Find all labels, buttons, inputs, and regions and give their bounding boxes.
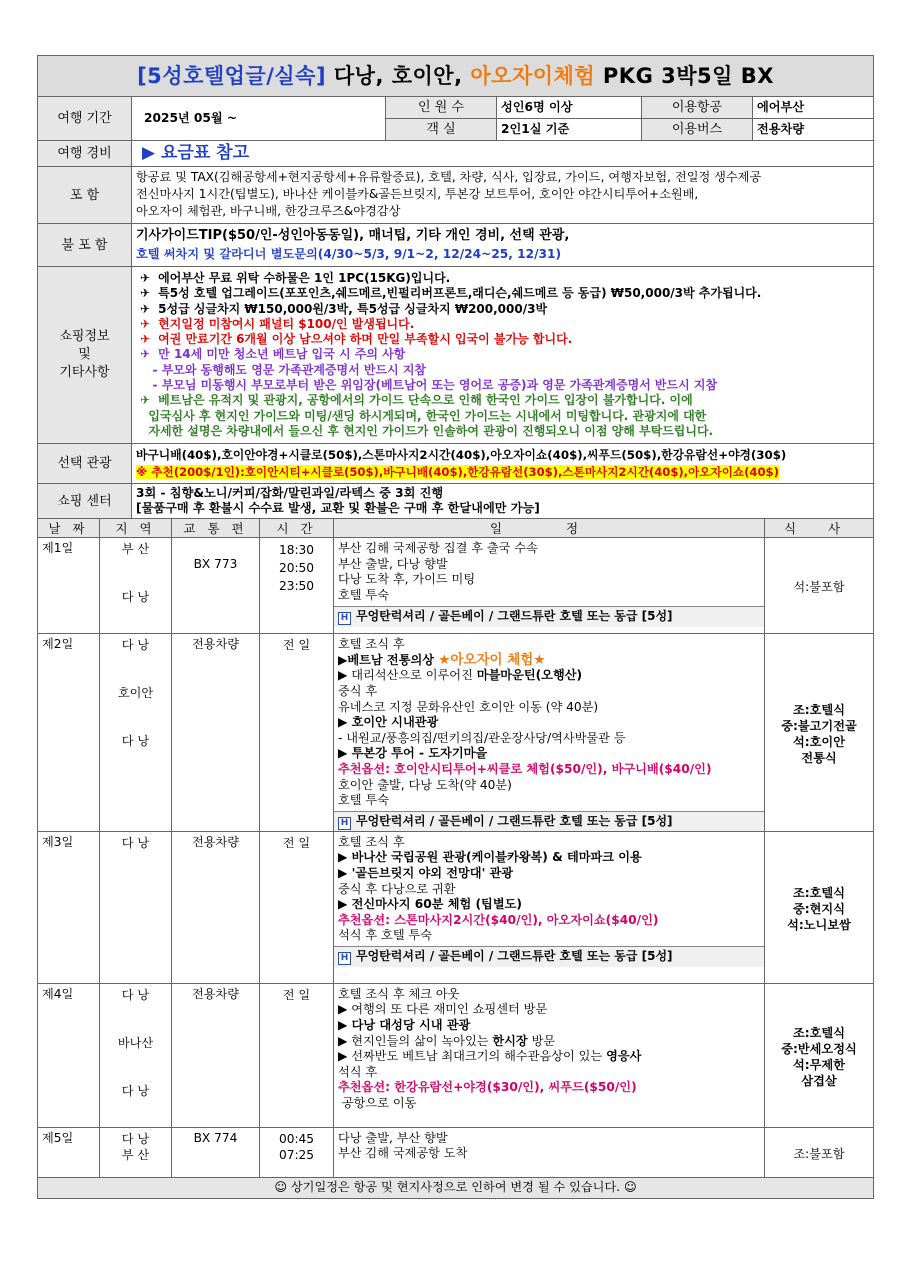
itinerary-line: ▶ '골든브릿지 야외 전망대' 관광 bbox=[338, 865, 514, 880]
day-row bbox=[38, 1127, 874, 1177]
day-label: 제4일 bbox=[38, 983, 100, 1127]
room-label: 객 실 bbox=[386, 119, 497, 141]
region: 다 낭 bbox=[121, 835, 150, 850]
day-row bbox=[38, 538, 874, 634]
region bbox=[104, 1059, 167, 1083]
shop-center-content: 3회 - 침향&노니/커피/잡화/말린과일/라텍스 중 3회 진행 [물품구매 후 환불시 수수료 발생, 교환 및 환불은 구매 후 한달내에만 가능] bbox=[132, 484, 874, 519]
airplane-icon: ✈ bbox=[140, 332, 151, 347]
notice-item: ✈ 만 14세 미만 청소년 베트남 입국 시 주의 사항 bbox=[140, 347, 406, 362]
itinerary-line: ▶ 선짜반도 베트남 최대크기의 해수관음상이 있는 영응사 bbox=[338, 1049, 642, 1064]
time: 전 일 bbox=[282, 835, 311, 850]
time: 전 일 bbox=[282, 987, 311, 1002]
schedule-header: 날 짜 지 역 교 통 편 시 간 일 정 식 사 bbox=[38, 519, 874, 538]
itinerary-line: ▶ 호이안 시내관광 bbox=[338, 715, 439, 730]
airplane-icon: ✈ bbox=[140, 301, 151, 316]
day-label: 제1일 bbox=[38, 538, 100, 634]
include-line: 아오자이 체험관, 바구니배, 한강크루즈&야경감상 bbox=[136, 204, 401, 218]
include-content bbox=[132, 167, 874, 224]
itinerary-line: 부산 출발, 다낭 향발 bbox=[338, 556, 448, 571]
itinerary-line: 호텔 조식 후 bbox=[338, 834, 405, 849]
itinerary-line: 추천옵션: 한강유람선+야경($30/인), 씨푸드($50/인) bbox=[338, 1080, 637, 1095]
itinerary-line: 공항으로 이동 bbox=[338, 1095, 417, 1110]
time: 18:30 bbox=[278, 543, 315, 558]
schedule-table bbox=[37, 518, 874, 1199]
itinerary-line: 석식 후 bbox=[338, 1064, 378, 1079]
meal-cell bbox=[765, 983, 874, 1127]
notice-item: 자세한 설명은 차량내에서 들으신 후 현지인 가이드가 인솔하여 관광이 진행되오니 이점 양해 부탁드립니다. bbox=[140, 423, 714, 438]
region-cell bbox=[100, 634, 172, 832]
meal: 중:반세오정식 bbox=[781, 1041, 857, 1056]
region: 부 산 bbox=[121, 1147, 150, 1162]
pax-value: 성인6명 이상 bbox=[497, 97, 642, 119]
itinerary-line: ▶ 전신마사지 60분 체험 (팁별도) bbox=[338, 897, 522, 912]
day-label: 제2일 bbox=[38, 634, 100, 832]
options-recommend: ※ 추천(200$/1인):호이안시티+시클로(50$),바구니배(40$),한강유람선(30$),스톤마사지2시간(40$),아오자이쇼(40$) bbox=[136, 465, 779, 480]
itinerary-line: ▶ 현지인들의 삶이 녹아있는 한시장 방문 bbox=[338, 1033, 556, 1048]
notice-item: 입국심사 후 현지인 가이드와 미팅/샌딩 하시게되며, 한국인 가이드는 시내에서 미팅합니다. 관광지에 대한 bbox=[140, 408, 707, 423]
itinerary-line: 부산 김해 국제공항 도착 bbox=[338, 1146, 468, 1161]
hotel-info: H 무엉탄럭셔리 / 골든베이 / 그랜드튜란 호텔 또는 동급 [5성] bbox=[334, 811, 764, 832]
time-cell bbox=[260, 634, 334, 832]
meal: 석:불포함 bbox=[793, 580, 845, 595]
shopping-info-label: 쇼핑정보 및 기타사항 bbox=[38, 267, 132, 444]
region bbox=[104, 1011, 167, 1035]
itinerary-line: 호이안 출발, 다낭 도착(약 40분) bbox=[338, 777, 512, 792]
day-row bbox=[38, 983, 874, 1127]
hotel-info: H 무엉탄럭셔리 / 골든베이 / 그랜드튜란 호텔 또는 동급 [5성] bbox=[334, 606, 764, 627]
notice-item: ✈ 에어부산 무료 위탁 수하물은 1인 1PC(15KG)입니다. bbox=[140, 271, 451, 285]
meal: 석:무제한 bbox=[793, 1057, 845, 1072]
meal-cell bbox=[765, 1127, 874, 1177]
day-label: 제3일 bbox=[38, 831, 100, 983]
bus-label: 이용버스 bbox=[642, 119, 753, 141]
itinerary-line: ▶ 여행의 또 다른 재미인 쇼핑센터 방문 bbox=[338, 1002, 548, 1017]
region: 다 낭 bbox=[121, 590, 150, 605]
itinerary-line: - 내원교/풍흥의집/떤키의집/관운장사당/역사박물관 등 bbox=[338, 730, 626, 745]
time-cell bbox=[260, 1127, 334, 1177]
meal: 석:호이안 bbox=[793, 735, 845, 750]
meal: 중:현지식 bbox=[793, 901, 845, 916]
options-content bbox=[132, 444, 874, 484]
itinerary-line: 추천옵션: 호이안시티투어+씨클로 체험($50/인), 바구니배($40/인) bbox=[338, 762, 712, 777]
region: 호이안 bbox=[117, 686, 154, 701]
hotel-info: H 무엉탄럭셔리 / 골든베이 / 그랜드튜란 호텔 또는 동급 [5성] bbox=[334, 946, 764, 967]
itinerary-line: 호텔 투숙 bbox=[338, 588, 389, 603]
notice-item: ✈ 베트남은 유적지 및 관광지, 공항에서의 가이드 단속으로 인해 한국인 가이드 입장이 불가합니다. 이에 bbox=[140, 393, 693, 408]
region bbox=[104, 565, 167, 589]
region-cell bbox=[100, 538, 172, 634]
airplane-icon: ✈ bbox=[140, 393, 151, 408]
exclude-line1: 기사가이드TIP($50/인-성인아동동일), 매너팁, 기타 개인 경비, 선택 관광, bbox=[136, 228, 570, 243]
airplane-icon: ✈ bbox=[140, 347, 151, 362]
transport-cell: 전용차량 bbox=[172, 634, 260, 832]
region: 다 낭 bbox=[121, 638, 150, 653]
time: 전 일 bbox=[282, 638, 311, 653]
airline-label: 이용항공 bbox=[642, 97, 753, 119]
hotel-icon: H bbox=[338, 817, 351, 830]
itinerary-line: 다낭 출발, 부산 향발 bbox=[338, 1130, 448, 1145]
hotel-icon: H bbox=[338, 612, 351, 625]
time: 00:45 bbox=[278, 1131, 315, 1146]
meal: 중:불고기전골 bbox=[781, 719, 857, 734]
options-label: 선택 관광 bbox=[38, 444, 132, 484]
time-cell bbox=[260, 831, 334, 983]
itinerary-document bbox=[37, 55, 873, 1199]
notice-item: ✈ 여권 만료기간 6개월 이상 남으셔야 하며 만일 부족할시 입국이 불가능 합니다. bbox=[140, 332, 573, 347]
include-line: 전신마사지 1시간(팁별도), 바나산 케이블카&골든브릿지, 투본강 보트투어, 호이안 야간시티투어+소원배, bbox=[136, 187, 699, 201]
cost-label: 여행 경비 bbox=[38, 141, 132, 167]
transport-cell: 전용차량 bbox=[172, 983, 260, 1127]
airplane-icon: ✈ bbox=[140, 286, 151, 301]
exclude-content bbox=[132, 224, 874, 267]
time: 07:25 bbox=[278, 1147, 315, 1162]
itinerary-cell bbox=[334, 983, 765, 1127]
itinerary-line: 호텔 조식 후 체크 아웃 bbox=[338, 986, 460, 1001]
itinerary-line: 호텔 투숙 bbox=[338, 793, 389, 808]
itinerary-cell bbox=[334, 831, 765, 983]
shop-center-label: 쇼핑 센터 bbox=[38, 484, 132, 519]
exclude-label: 불 포 함 bbox=[38, 224, 132, 267]
transport-cell: BX 773 bbox=[172, 538, 260, 634]
notice-list bbox=[140, 271, 869, 439]
region: 다 낭 bbox=[121, 734, 150, 749]
meal-cell bbox=[765, 538, 874, 634]
itinerary-line: ▶ 대리석산으로 이루어진 마블마운틴(오행산) bbox=[338, 668, 583, 683]
notice-item: ✈ 현지일정 미참여시 패널티 $100/인 발생됩니다. bbox=[140, 316, 415, 331]
transport-cell: BX 774 bbox=[172, 1127, 260, 1177]
time-cell bbox=[260, 983, 334, 1127]
airplane-icon: ✈ bbox=[140, 271, 151, 285]
pax-label: 인 원 수 bbox=[386, 97, 497, 119]
day-label: 제5일 bbox=[38, 1127, 100, 1177]
itinerary-line: ▶ 다낭 대성당 시내 관광 bbox=[338, 1017, 471, 1032]
day-row bbox=[38, 634, 874, 832]
itinerary-line: 다낭 도착 후, 가이드 미팅 bbox=[338, 572, 476, 587]
itinerary-cell bbox=[334, 1127, 765, 1177]
meal-cell bbox=[765, 831, 874, 983]
region: 다 낭 bbox=[121, 1131, 150, 1146]
options-line1: 바구니배(40$),호이안야경+시클로(50$),스톤마사지2시간(40$),아오자이쇼(40$),씨푸드(50$),한강유람선+야경(30$) bbox=[136, 448, 787, 463]
document-title: [5성호텔업글/실속] 다낭, 호이안, 아오자이체험 PKG 3박5일 BX bbox=[38, 56, 874, 97]
include-label: 포 함 bbox=[38, 167, 132, 224]
notice-item: - 부모와 동행해도 영문 가족관계증명서 반드시 지참 bbox=[140, 362, 427, 377]
itinerary-line: ▶베트남 전통의상 ★아오자이 체험★ bbox=[338, 651, 546, 668]
room-value: 2인1실 기준 bbox=[497, 119, 642, 141]
region: 바나산 bbox=[117, 1035, 154, 1050]
meal: 석:노니보쌈 bbox=[787, 917, 851, 932]
region-cell bbox=[100, 983, 172, 1127]
itinerary-cell bbox=[334, 634, 765, 832]
itinerary-line: ▶ 바나산 국립공원 관광(케이블카왕복) & 테마파크 이용 bbox=[338, 850, 642, 865]
airplane-icon: ✈ bbox=[140, 316, 151, 331]
info-table bbox=[37, 55, 874, 519]
notice-item: - 부모님 미동행시 부모로부터 받은 위임장(베트남어 또는 영어로 공증)과 영문 가족관계증명서 반드시 지참 bbox=[140, 378, 718, 393]
meal: 전통식 bbox=[801, 751, 837, 766]
footer-note: ☺ 상기일정은 항공 및 현지사정으로 인하여 변경 될 수 있습니다. ☺ bbox=[38, 1177, 874, 1198]
meal: 조:호텔식 bbox=[793, 885, 845, 900]
meal: 조:호텔식 bbox=[793, 1025, 845, 1040]
region: 다 낭 bbox=[121, 1083, 150, 1098]
meal: 삼겹살 bbox=[801, 1073, 837, 1088]
itinerary-line: 중식 후 bbox=[338, 684, 378, 699]
schedule-body bbox=[38, 538, 874, 1178]
time: 23:50 bbox=[278, 579, 315, 594]
transport-cell: 전용차량 bbox=[172, 831, 260, 983]
meal-cell bbox=[765, 634, 874, 832]
cost-value: ▶ 요금표 참고 bbox=[132, 141, 874, 167]
itinerary-line: 부산 김해 국제공항 집결 후 출국 수속 bbox=[338, 541, 538, 556]
notice-item: ✈ 특5성 호텔 업그레이드(포포인츠,쉐드메르,빈펄리버프론트,래디슨,쉐드메르 등 동급) ₩50,000/3박 추가됩니다. bbox=[140, 286, 762, 301]
day-row bbox=[38, 831, 874, 983]
hotel-icon: H bbox=[338, 952, 351, 965]
itinerary-line: 호텔 조식 후 bbox=[338, 637, 405, 652]
include-line: 항공료 및 TAX(김해공항세+현지공항세+유류할증료), 호텔, 차량, 식사, 입장료, 가이드, 여행자보험, 전일정 생수제공 bbox=[136, 170, 762, 184]
region: 부 산 bbox=[121, 542, 150, 557]
airline-value: 에어부산 bbox=[753, 97, 874, 119]
time: 20:50 bbox=[278, 561, 315, 576]
region-cell bbox=[100, 1127, 172, 1177]
region-cell bbox=[100, 831, 172, 983]
itinerary-cell bbox=[334, 538, 765, 634]
period-value: 2025년 05월 ~ bbox=[132, 97, 386, 141]
period-label: 여행 기간 bbox=[38, 97, 132, 141]
itinerary-line: 중식 후 다낭으로 귀환 bbox=[338, 881, 456, 896]
shopping-info-content bbox=[132, 267, 874, 444]
notice-item: ✈ 5성급 싱글차지 ₩150,000원/3박, 특5성급 싱글차지 ₩200,000/3박 bbox=[140, 301, 548, 316]
region bbox=[104, 661, 167, 685]
bus-value: 전용차량 bbox=[753, 119, 874, 141]
time-cell bbox=[260, 538, 334, 634]
itinerary-line: 석식 후 호텔 투숙 bbox=[338, 928, 433, 943]
meal: 조:호텔식 bbox=[793, 703, 845, 718]
itinerary-line: ▶ 투본강 투어 - 도자기마을 bbox=[338, 746, 488, 761]
itinerary-line: 추천옵션: 스톤마사지2시간($40/인), 아오자이쇼($40/인) bbox=[338, 912, 659, 927]
exclude-line2: 호텔 써차지 및 갈라디너 별도문의(4/30~5/3, 9/1~2, 12/24~25, 12/31) bbox=[136, 247, 562, 261]
itinerary-line: 유네스코 지정 문화유산인 호이안 이동 (약 40분) bbox=[338, 699, 599, 714]
region: 다 낭 bbox=[121, 987, 150, 1002]
region bbox=[104, 709, 167, 733]
meal: 조:불포함 bbox=[793, 1146, 845, 1161]
